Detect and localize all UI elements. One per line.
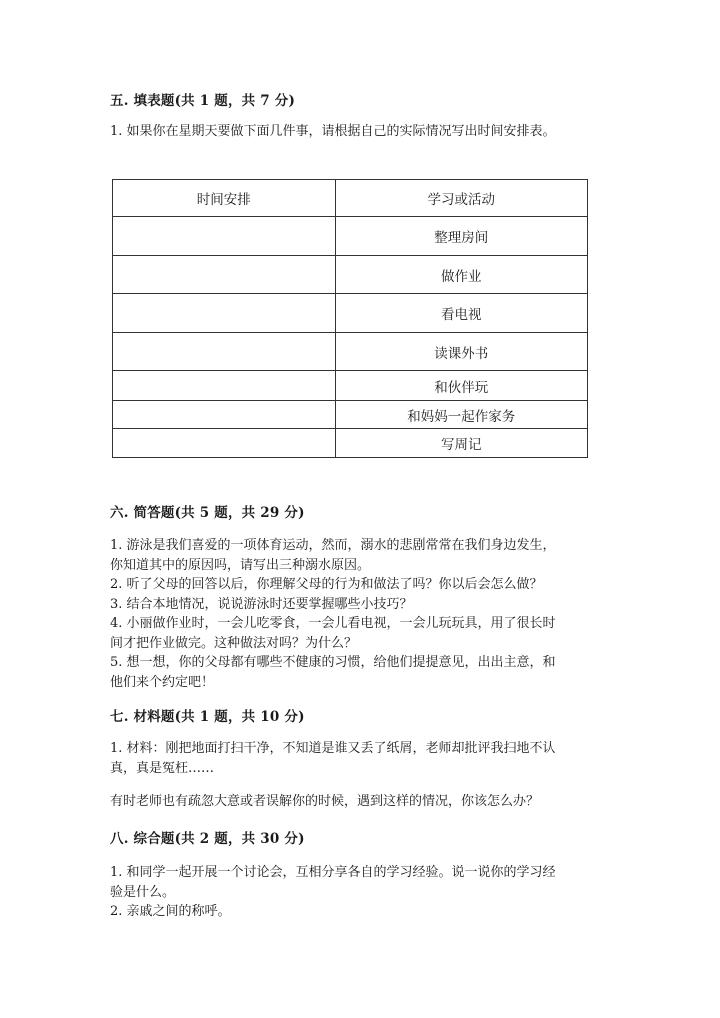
section-6-heading: 六. 简答题(共 5 题，共 29 分) bbox=[110, 505, 305, 521]
question-line: 间才把作业做完。这种做法对吗？为什么？ bbox=[110, 635, 358, 651]
activity-cell: 做作业 bbox=[335, 256, 587, 294]
activity-cell: 写周记 bbox=[335, 429, 587, 458]
question-line: 1. 和同学一起开展一个讨论会，互相分享各自的学习经验。说一说你的学习经 bbox=[110, 865, 556, 880]
table-row bbox=[113, 429, 588, 458]
question-line: 验是什么。 bbox=[110, 884, 176, 900]
material-line: 1. 材料：刚把地面打扫干净，不知道是谁又丢了纸屑，老师却批评我扫地不认 bbox=[110, 741, 556, 756]
section-6-body bbox=[110, 536, 610, 692]
table-row bbox=[113, 371, 588, 401]
question-line: 1. 游泳是我们喜爱的一项体育运动，然而，溺水的悲剧常常在我们身边发生， bbox=[110, 538, 556, 553]
material-line: 真，真是冤枉…… bbox=[110, 760, 215, 776]
table-row bbox=[113, 401, 588, 429]
section-7-material bbox=[110, 739, 610, 778]
table-header-time: 时间安排 bbox=[113, 180, 336, 217]
section-7-heading: 七. 材料题(共 1 题，共 10 分) bbox=[110, 709, 305, 725]
table-header-activity: 学习或活动 bbox=[335, 180, 587, 217]
time-cell[interactable] bbox=[113, 371, 336, 401]
section-8-body bbox=[110, 863, 610, 922]
question-line: 你知道其中的原因吗，请写出三种溺水原因。 bbox=[110, 557, 371, 573]
activity-cell: 和妈妈一起作家务 bbox=[335, 401, 587, 429]
time-cell[interactable] bbox=[113, 333, 336, 371]
activity-cell: 看电视 bbox=[335, 294, 587, 333]
time-cell[interactable] bbox=[113, 401, 336, 429]
activity-cell: 和伙伴玩 bbox=[335, 371, 587, 401]
table-header-row bbox=[113, 180, 588, 217]
schedule-table bbox=[112, 179, 588, 458]
section-8-heading: 八. 综合题(共 2 题，共 30 分) bbox=[110, 831, 305, 847]
question-line: 2. 听了父母的回答以后，你理解父母的行为和做法了吗？你以后会怎么做？ bbox=[110, 577, 543, 592]
time-cell[interactable] bbox=[113, 217, 336, 256]
section-5-question: 1. 如果你在星期天要做下面几件事，请根据自己的实际情况写出时间安排表。 bbox=[110, 124, 556, 139]
question-line: 2. 亲戚之间的称呼。 bbox=[110, 904, 231, 919]
question-line: 5. 想一想，你的父母都有哪些不健康的习惯，给他们提提意见，出出主意，和 bbox=[110, 655, 556, 670]
question-line: 他们来个约定吧！ bbox=[110, 674, 215, 690]
table-row bbox=[113, 333, 588, 371]
question-line: 4. 小丽做作业时，一会儿吃零食，一会儿看电视，一会儿玩玩具，用了很长时 bbox=[110, 616, 556, 631]
table-row bbox=[113, 256, 588, 294]
section-5-heading: 五. 填表题(共 1 题，共 7 分) bbox=[110, 93, 296, 109]
question-line: 3. 结合本地情况，说说游泳时还要掌握哪些小技巧？ bbox=[110, 596, 413, 612]
time-cell[interactable] bbox=[113, 429, 336, 458]
time-cell[interactable] bbox=[113, 294, 336, 333]
time-cell[interactable] bbox=[113, 256, 336, 294]
activity-cell: 整理房间 bbox=[335, 217, 587, 256]
table-row bbox=[113, 294, 588, 333]
section-7-question: 有时老师也有疏忽大意或者误解你的时候，遇到这样的情况，你该怎么办？ bbox=[110, 794, 540, 809]
activity-cell: 读课外书 bbox=[335, 333, 587, 371]
table-row bbox=[113, 217, 588, 256]
